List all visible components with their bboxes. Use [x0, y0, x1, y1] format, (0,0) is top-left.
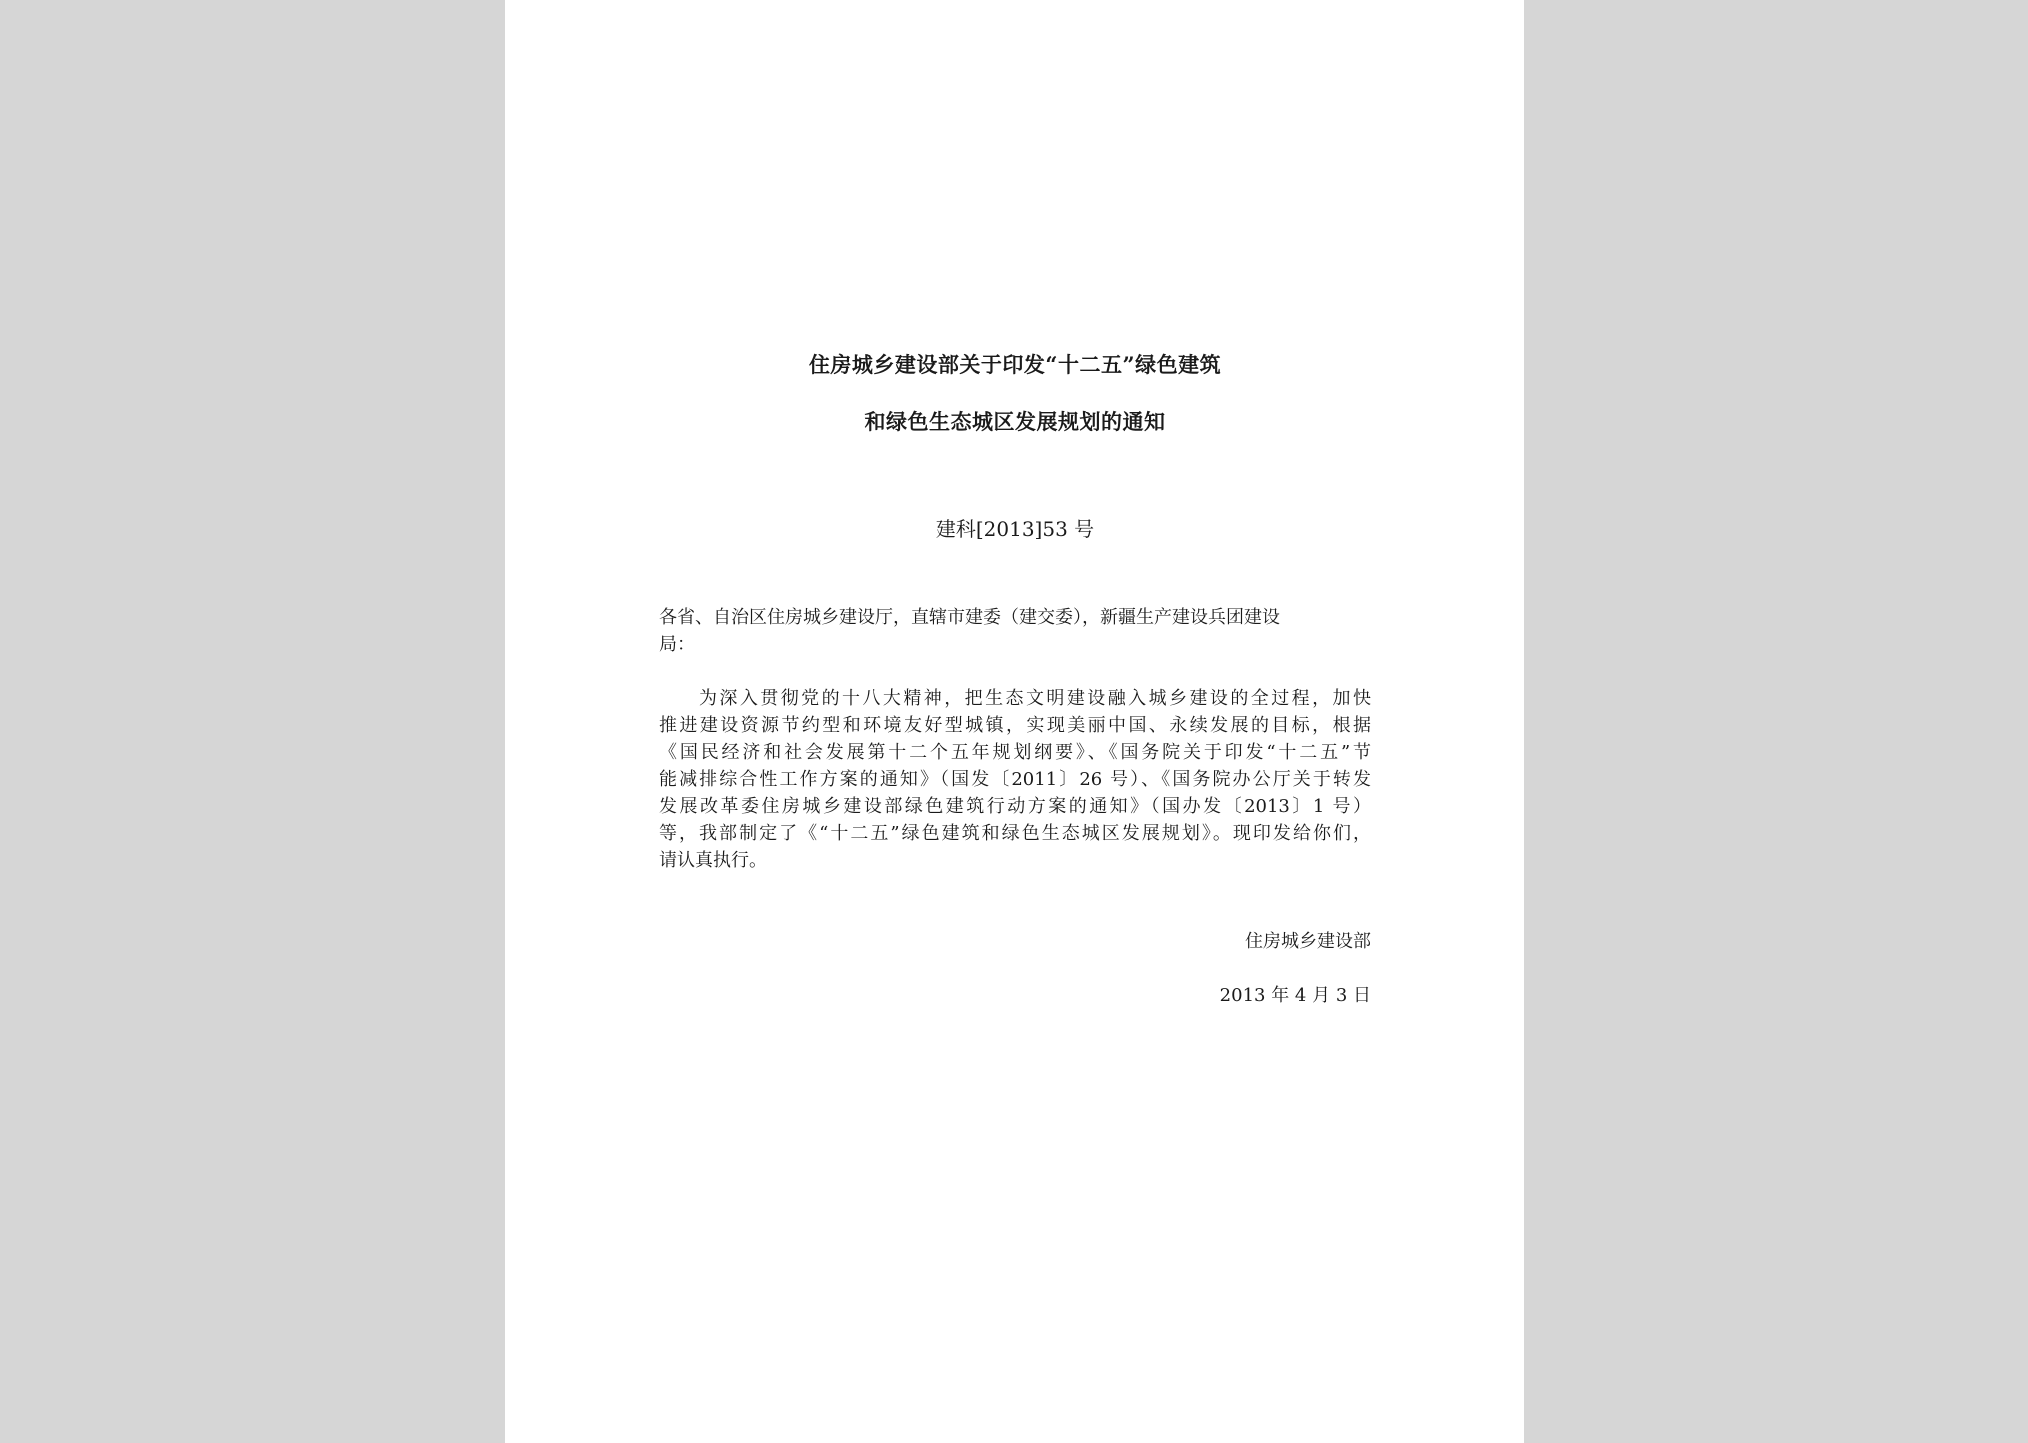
document-title-line-1: 住房城乡建设部关于印发“十二五”绿色建筑	[808, 352, 1222, 377]
body-line: 推进建设资源节约型和环境友好型城镇，实现美丽中国、永续发展的目标，根据	[659, 715, 1371, 736]
body-paragraph	[659, 685, 1371, 874]
addressee-line-2: 局：	[659, 634, 695, 655]
document-title-line-2: 和绿色生态城区发展规划的通知	[864, 409, 1166, 434]
body-line: 《国民经济和社会发展第十二个五年规划纲要》、《国务院关于印发“十二五”节	[659, 742, 1371, 763]
document-page	[505, 0, 1524, 1443]
signature-date: 2013 年 4 月 3 日	[1219, 985, 1371, 1006]
body-line: 等，我部制定了《“十二五”绿色建筑和绿色生态城区发展规划》。现印发给你们，	[659, 823, 1371, 844]
document-number: 建科[2013]53 号	[935, 517, 1095, 541]
body-line: 请认真执行。	[659, 850, 767, 871]
body-line: 能减排综合性工作方案的通知》（国发〔2011〕26 号）、《国务院办公厅关于转发	[659, 769, 1371, 790]
body-line: 发展改革委住房城乡建设部绿色建筑行动方案的通知》（国办发〔2013〕1 号）	[659, 796, 1371, 817]
addressee-line-1: 各省、自治区住房城乡建设厅，直辖市建委（建交委），新疆生产建设兵团建设	[659, 607, 1280, 628]
signatory: 住房城乡建设部	[1245, 931, 1371, 952]
addressee	[659, 604, 1371, 658]
body-line: 为深入贯彻党的十八大精神，把生态文明建设融入城乡建设的全过程，加快	[699, 688, 1371, 709]
